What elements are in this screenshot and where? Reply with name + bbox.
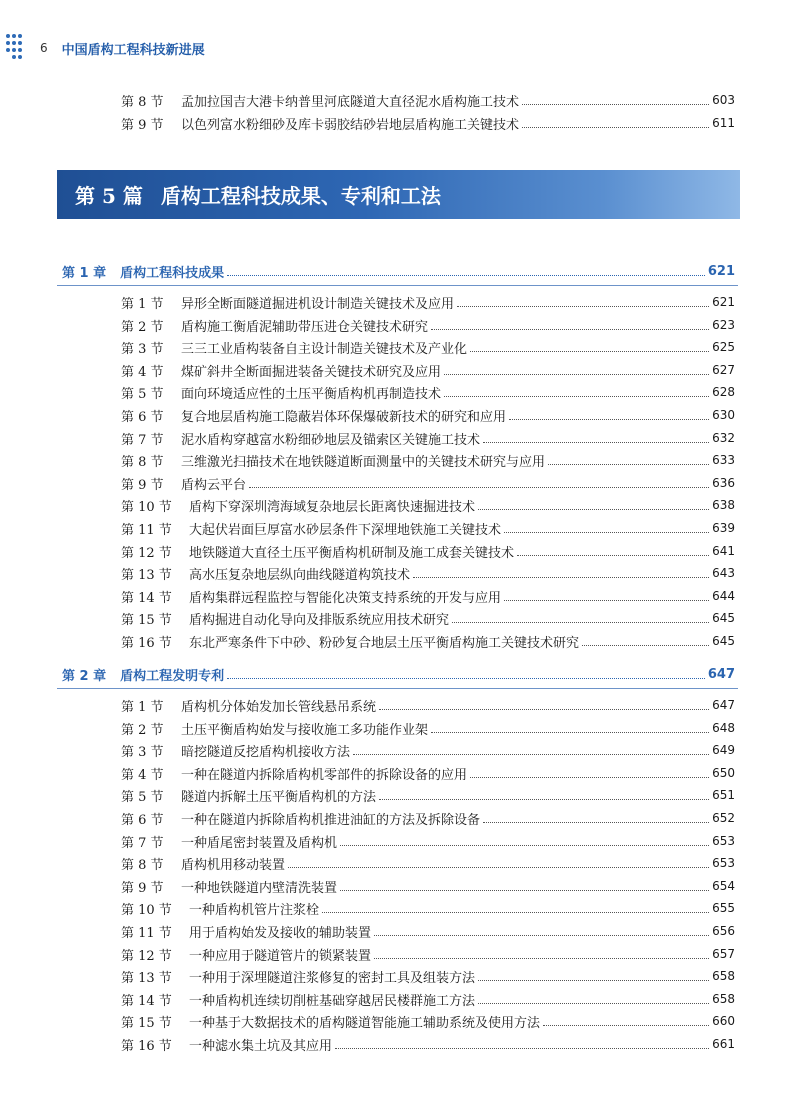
chapter-divider (57, 688, 738, 689)
section-title: 煤矿斜井全断面掘进装备关键技术研究及应用 (181, 364, 442, 380)
section-entry (189, 519, 735, 538)
section-page: 633 (712, 453, 735, 467)
section-label: 第 2 节 (121, 319, 164, 335)
section-page: 644 (712, 589, 735, 603)
section-page: 645 (712, 634, 735, 648)
section-entry (189, 564, 735, 583)
section-title: 一种盾构机连续切削桩基础穿越居民楼群施工方法 (189, 993, 476, 1009)
chapter-page: 621 (707, 263, 735, 279)
dot-leader (340, 837, 709, 846)
section-entry (181, 406, 735, 425)
section-label: 第 3 节 (121, 341, 164, 357)
toc-section-row[interactable] (0, 112, 790, 134)
section-entry (189, 1012, 735, 1031)
section-label: 第 6 节 (121, 409, 164, 425)
toc-section-row[interactable] (0, 291, 790, 313)
dot-leader (470, 343, 709, 352)
dot-leader (470, 769, 709, 778)
section-label: 第 1 节 (121, 699, 164, 715)
section-page: 657 (712, 947, 735, 961)
section-entry (181, 361, 735, 380)
chapter-page: 647 (707, 666, 735, 682)
section-page: 652 (712, 811, 735, 825)
section-page: 643 (712, 566, 735, 580)
section-title: 三三工业盾构装备自主设计制造关键技术及产业化 (181, 341, 468, 357)
section-label: 第 13 节 (121, 567, 172, 583)
dot-leader (517, 547, 709, 556)
section-title: 隧道内拆解土压平衡盾构机的方法 (181, 789, 377, 805)
section-entry (181, 316, 735, 335)
toc-section-row[interactable] (0, 920, 790, 942)
section-page: 660 (712, 1014, 735, 1028)
section-entry (189, 609, 735, 628)
section-page: 658 (712, 969, 735, 983)
toc-section-row[interactable] (0, 852, 790, 874)
dot-leader (353, 746, 709, 755)
section-label: 第 8 节 (121, 857, 164, 873)
section-page: 628 (712, 385, 735, 399)
section-entry (181, 877, 735, 896)
section-title: 泥水盾构穿越富水粉细砂地层及锚索区关键施工技术 (181, 432, 481, 448)
toc-section-row[interactable] (0, 830, 790, 852)
section-page: 639 (712, 521, 735, 535)
section-title: 一种地铁隧道内壁清洗装置 (181, 880, 338, 896)
toc-section-row[interactable] (0, 449, 790, 471)
section-title: 盾构机分体始发加长管线悬吊系统 (181, 699, 377, 715)
section-label: 第 10 节 (121, 902, 172, 918)
section-title: 一种在隧道内拆除盾构机推进油缸的方法及拆除设备 (181, 812, 481, 828)
toc-section-row[interactable] (0, 89, 790, 111)
chapter-divider (57, 285, 738, 286)
section-title: 一种用于深埋隧道注浆修复的密封工具及组装方法 (189, 970, 476, 986)
dot-leader (340, 882, 709, 891)
toc-section-row[interactable] (0, 404, 790, 426)
section-page: 653 (712, 856, 735, 870)
section-title: 东北严寒条件下中砂、粉砂复合地层土压平衡盾构施工关键技术研究 (189, 635, 580, 651)
toc-section-row[interactable] (0, 359, 790, 381)
dot-leader (335, 1040, 709, 1049)
toc-section-row[interactable] (0, 762, 790, 784)
section-label: 第 9 节 (121, 880, 164, 896)
section-label: 第 7 节 (121, 835, 164, 851)
section-page: 641 (712, 544, 735, 558)
chapter-heading[interactable] (62, 662, 735, 686)
section-page: 654 (712, 879, 735, 893)
toc-section-row[interactable] (0, 988, 790, 1010)
section-label: 第 15 节 (121, 1015, 172, 1031)
section-page: 651 (712, 788, 735, 802)
book-title: 中国盾构工程科技新进展 (61, 42, 205, 58)
section-label: 第 12 节 (121, 545, 172, 561)
section-title: 盾构云平台 (181, 477, 247, 493)
section-page: 623 (712, 318, 735, 332)
section-title: 暗挖隧道反挖盾构机接收方法 (181, 744, 351, 760)
section-entry (181, 293, 735, 312)
dot-leader (504, 592, 709, 601)
section-label: 第 1 节 (121, 296, 164, 312)
toc-section-row[interactable] (0, 717, 790, 739)
section-label: 第 16 节 (121, 1038, 172, 1054)
toc-section-row[interactable] (0, 314, 790, 336)
dot-leader (457, 298, 709, 307)
dot-leader (227, 267, 705, 276)
dot-leader (522, 96, 709, 105)
section-entry (181, 786, 735, 805)
section-page: 648 (712, 721, 735, 735)
corner-dots-decoration (6, 34, 28, 64)
section-entry (189, 967, 735, 986)
section-label: 第 13 节 (121, 970, 172, 986)
section-title: 一种滤水集土坑及其应用 (189, 1038, 333, 1054)
section-title: 一种基于大数据技术的盾构隧道智能施工辅助系统及使用方法 (189, 1015, 541, 1031)
section-entry (189, 632, 735, 651)
part-label: 第 5 篇 (75, 184, 143, 208)
dot-leader (478, 972, 709, 981)
toc-section-row[interactable] (0, 336, 790, 358)
toc-section-row[interactable] (0, 739, 790, 761)
section-entry (181, 719, 735, 738)
section-entry (181, 383, 735, 402)
section-entry (181, 91, 735, 110)
toc-section-row[interactable] (0, 607, 790, 629)
toc-section-row[interactable] (0, 943, 790, 965)
section-title: 盾构施工衡盾泥辅助带压进仓关键技术研究 (181, 319, 429, 335)
section-label: 第 15 节 (121, 612, 172, 628)
section-label: 第 11 节 (121, 522, 172, 538)
section-page: 649 (712, 743, 735, 757)
section-title: 复合地层盾构施工隐蔽岩体环保爆破新技术的研究和应用 (181, 409, 507, 425)
section-page: 653 (712, 834, 735, 848)
dot-leader (379, 701, 709, 710)
section-page: 621 (712, 295, 735, 309)
section-label: 第 16 节 (121, 635, 172, 651)
section-title: 以色列富水粉细砂及库卡弱胶结砂岩地层盾构施工关键技术 (181, 117, 520, 133)
dot-leader (413, 569, 709, 578)
section-entry (181, 696, 735, 715)
section-page: 647 (712, 698, 735, 712)
section-label: 第 9 节 (121, 477, 164, 493)
section-label: 第 11 节 (121, 925, 172, 941)
dot-leader (504, 524, 709, 533)
chapter-label: 第 2 章 (62, 668, 107, 684)
section-title: 土压平衡盾构始发与接收施工多功能作业架 (181, 722, 429, 738)
toc-section-row[interactable] (0, 540, 790, 562)
toc-section-row[interactable] (0, 897, 790, 919)
section-title: 一种盾尾密封装置及盾构机 (181, 835, 338, 851)
section-label: 第 4 节 (121, 364, 164, 380)
section-title: 一种盾构机管片注浆栓 (189, 902, 320, 918)
part-banner (57, 170, 740, 219)
dot-leader (522, 119, 709, 128)
section-entry (189, 899, 735, 918)
section-entry (189, 496, 735, 515)
section-page: 636 (712, 476, 735, 490)
section-entry (181, 429, 735, 448)
section-entry (181, 741, 735, 760)
chapter-label: 第 1 章 (62, 265, 107, 281)
section-entry (189, 922, 735, 941)
section-label: 第 10 节 (121, 499, 172, 515)
section-entry (181, 809, 735, 828)
section-title: 盾构掘进自动化导向及排版系统应用技术研究 (189, 612, 450, 628)
dot-leader (431, 321, 709, 330)
chapter-heading[interactable] (62, 259, 735, 283)
section-title: 异形全断面隧道掘进机设计制造关键技术及应用 (181, 296, 455, 312)
section-label: 第 8 节 (121, 94, 164, 110)
dot-leader (444, 366, 709, 375)
dot-leader (478, 995, 709, 1004)
page-header (40, 38, 205, 58)
chapter-title: 盾构工程发明专利 (120, 668, 225, 684)
section-entry (181, 474, 735, 493)
section-page: 625 (712, 340, 735, 354)
section-entry (189, 1035, 735, 1054)
section-title: 一种在隧道内拆除盾构机零部件的拆除设备的应用 (181, 767, 468, 783)
section-entry (181, 764, 735, 783)
section-page: 645 (712, 611, 735, 625)
section-title: 高水压复杂地层纵向曲线隧道构筑技术 (189, 567, 411, 583)
toc-section-row[interactable] (0, 694, 790, 716)
part-title: 盾构工程科技成果、专利和工法 (160, 184, 441, 208)
section-title: 一种应用于隧道管片的锁紧装置 (189, 948, 372, 964)
section-title: 用于盾构始发及接收的辅助装置 (189, 925, 372, 941)
toc-section-row[interactable] (0, 1010, 790, 1032)
dot-leader (543, 1017, 709, 1026)
toc-section-row[interactable] (0, 784, 790, 806)
section-page: 661 (712, 1037, 735, 1051)
dot-leader (483, 434, 709, 443)
section-label: 第 14 节 (121, 993, 172, 1009)
section-entry (189, 945, 735, 964)
dot-leader (227, 670, 705, 679)
section-entry (189, 587, 735, 606)
toc-section-row[interactable] (0, 562, 790, 584)
section-label: 第 2 节 (121, 722, 164, 738)
toc-section-row[interactable] (0, 1033, 790, 1055)
section-page: 655 (712, 901, 735, 915)
section-title: 孟加拉国吉大港卡纳普里河底隧道大直径泥水盾构施工技术 (181, 94, 520, 110)
section-entry (181, 832, 735, 851)
chapter-title: 盾构工程科技成果 (120, 265, 225, 281)
section-label: 第 4 节 (121, 767, 164, 783)
toc-section-row[interactable] (0, 965, 790, 987)
section-entry (181, 114, 735, 133)
toc-section-row[interactable] (0, 494, 790, 516)
section-page: 638 (712, 498, 735, 512)
toc-section-row[interactable] (0, 472, 790, 494)
dot-leader (249, 479, 709, 488)
dot-leader (478, 501, 709, 510)
toc-section-row[interactable] (0, 517, 790, 539)
section-title: 盾构下穿深圳湾海域复杂地层长距离快速掘进技术 (189, 499, 476, 515)
section-entry (181, 338, 735, 357)
section-label: 第 5 节 (121, 789, 164, 805)
dot-leader (509, 411, 709, 420)
toc-section-row[interactable] (0, 875, 790, 897)
section-page: 658 (712, 992, 735, 1006)
dot-leader (374, 927, 709, 936)
section-page: 627 (712, 363, 735, 377)
section-label: 第 3 节 (121, 744, 164, 760)
section-label: 第 7 节 (121, 432, 164, 448)
dot-leader (582, 637, 709, 646)
section-title: 面向环境适应性的土压平衡盾构机再制造技术 (181, 386, 442, 402)
dot-leader (483, 814, 709, 823)
dot-leader (444, 388, 709, 397)
dot-leader (379, 791, 709, 800)
section-label: 第 8 节 (121, 454, 164, 470)
toc-section-row[interactable] (0, 381, 790, 403)
toc-section-row[interactable] (0, 807, 790, 829)
section-title: 大起伏岩面巨厚富水砂层条件下深埋地铁施工关键技术 (189, 522, 502, 538)
section-label: 第 5 节 (121, 386, 164, 402)
section-label: 第 14 节 (121, 590, 172, 606)
toc-section-row[interactable] (0, 630, 790, 652)
section-label: 第 6 节 (121, 812, 164, 828)
section-entry (189, 542, 735, 561)
dot-leader (322, 904, 709, 913)
section-title: 盾构机用移动装置 (181, 857, 286, 873)
section-page: 656 (712, 924, 735, 938)
section-page: 603 (712, 93, 735, 107)
section-title: 盾构集群远程监控与智能化决策支持系统的开发与应用 (189, 590, 502, 606)
section-label: 第 12 节 (121, 948, 172, 964)
toc-section-row[interactable] (0, 427, 790, 449)
section-label: 第 9 节 (121, 117, 164, 133)
section-page: 611 (712, 116, 735, 130)
section-page: 630 (712, 408, 735, 422)
section-page: 650 (712, 766, 735, 780)
section-entry (181, 854, 735, 873)
section-title: 地铁隧道大直径土压平衡盾构机研制及施工成套关键技术 (189, 545, 515, 561)
toc-section-row[interactable] (0, 585, 790, 607)
section-entry (181, 451, 735, 470)
section-title: 三维激光扫描技术在地铁隧道断面测量中的关键技术研究与应用 (181, 454, 546, 470)
page-number: 6 (40, 41, 48, 55)
dot-leader (431, 724, 709, 733)
dot-leader (374, 950, 709, 959)
section-entry (189, 990, 735, 1009)
dot-leader (548, 456, 709, 465)
section-page: 632 (712, 431, 735, 445)
dot-leader (288, 859, 709, 868)
dot-leader (452, 614, 709, 623)
